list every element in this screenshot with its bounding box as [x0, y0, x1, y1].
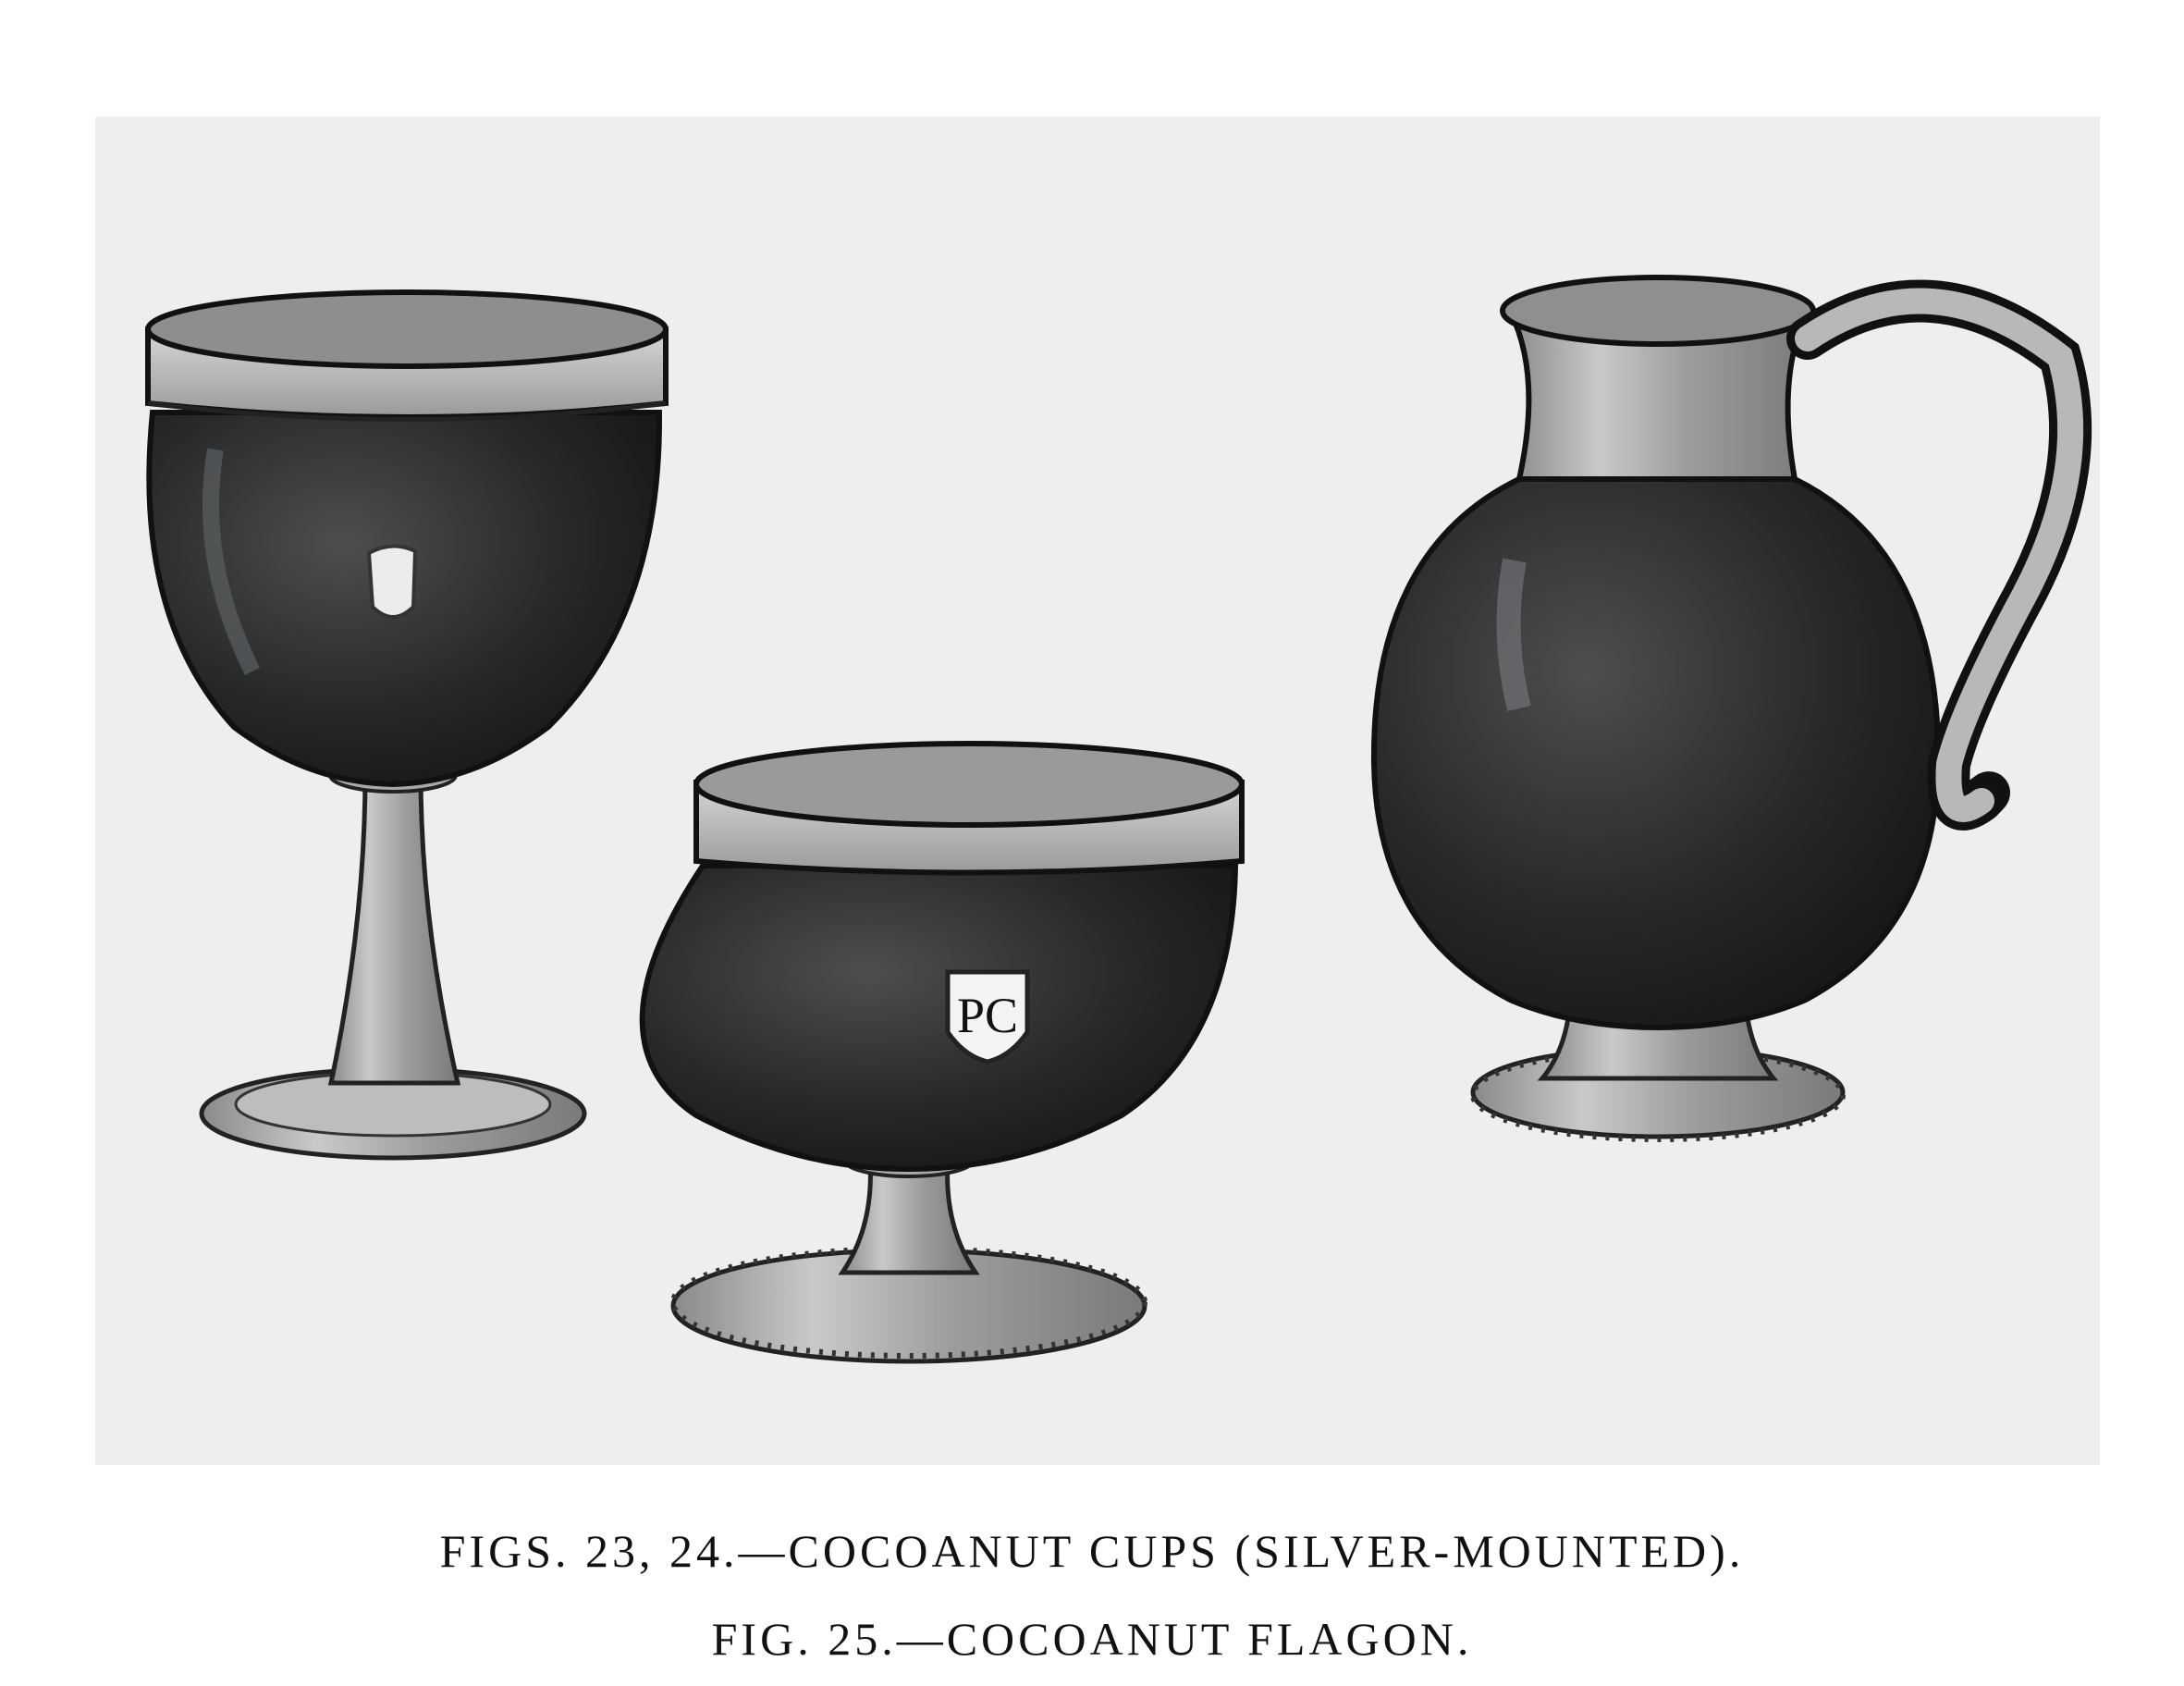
goblet-cup [148, 292, 666, 1158]
flagon-jug [1374, 277, 2070, 1139]
figure-caption-line-1: FIGS. 23, 24.—COCOANUT CUPS (SILVER-MOUNTED). [439, 1525, 1745, 1577]
illustration [95, 117, 2100, 1465]
bowl-cup [643, 744, 1242, 1361]
figure-caption-line-2: FIG. 25.—COCOANUT FLAGON. [711, 1613, 1473, 1665]
illustration-plate [95, 117, 2100, 1465]
bowl-monogram: PC [956, 988, 1019, 1043]
goblet-shield-icon [369, 546, 415, 617]
